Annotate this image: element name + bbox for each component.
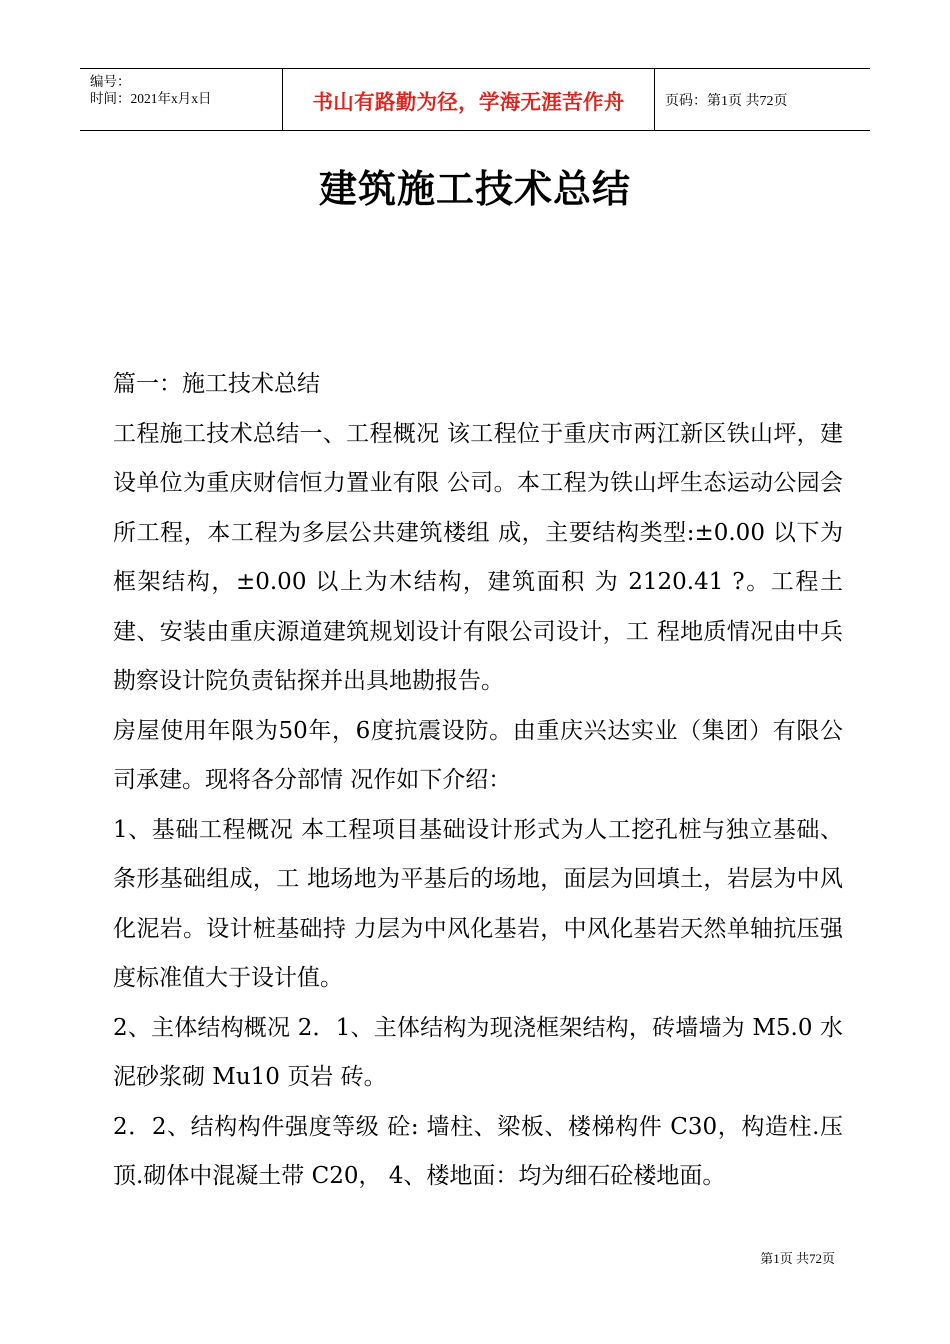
document-body bbox=[113, 360, 843, 1202]
document-title: 建筑施工技术总结 bbox=[318, 166, 631, 211]
header-meta bbox=[80, 69, 282, 130]
page-footer: 第1页 共72页 bbox=[760, 1251, 835, 1266]
header-page-code-cell bbox=[655, 69, 870, 130]
body-paragraph: 2．2、结构构件强度等级 砼: 墙柱、梁板、楼梯构件 C30，构造柱.压顶.砌体中混凝土带 C20， 4、楼地面：均为细石砼楼地面。 bbox=[113, 1113, 843, 1189]
document-time-label: 时间：2021年x月x日 bbox=[90, 91, 212, 106]
body-paragraph: 工程施工技术总结一、工程概况 该工程位于重庆市两江新区铁山坪，建设单位为重庆财信恒力置业有限 公司。本工程为铁山坪生态运动公园会所工程，本工程为多层公共建筑楼组 成，主要结构类型:±0.00 以下为框架结构，±0.00 以上为木结构，建筑面积 为 2120.41 ?。工程土建、安装由重庆源道建筑规划设计有限公司设计，工 程地质情况由中兵勘察设计院负责钻探并出具地勘报告。 bbox=[113, 420, 843, 694]
body-paragraph: 房屋使用年限为50年，6度抗震设防。由重庆兴达实业（集团）有限公司承建。现将各分部情 况作如下介绍： bbox=[113, 717, 843, 793]
document-number-label: 编号： bbox=[90, 74, 131, 89]
section-heading: 篇一：施工技术总结 bbox=[113, 371, 320, 397]
header-page-code: 页码：第1页 共72页 bbox=[665, 93, 788, 109]
body-paragraph: 2、主体结构概况 2．1、主体结构为现浇框架结构，砖墙墙为 M5.0 水泥砂浆砌 Mu10 页岩 砖。 bbox=[113, 1014, 843, 1090]
header-motto-cell bbox=[282, 69, 655, 130]
header-motto: 书山有路勤为径，学海无涯苦作舟 bbox=[312, 89, 625, 114]
body-paragraph: 1、基础工程概况 本工程项目基础设计形式为人工挖孔桩与独立基础、条形基础组成，工 地场地为平基后的场地，面层为回填土，岩层为中风化泥岩。设计桩基础持 力层为中风化基岩，中风化基岩天然单轴抗压强度标准值大于设计值。 bbox=[113, 816, 843, 991]
page-header bbox=[80, 68, 870, 131]
